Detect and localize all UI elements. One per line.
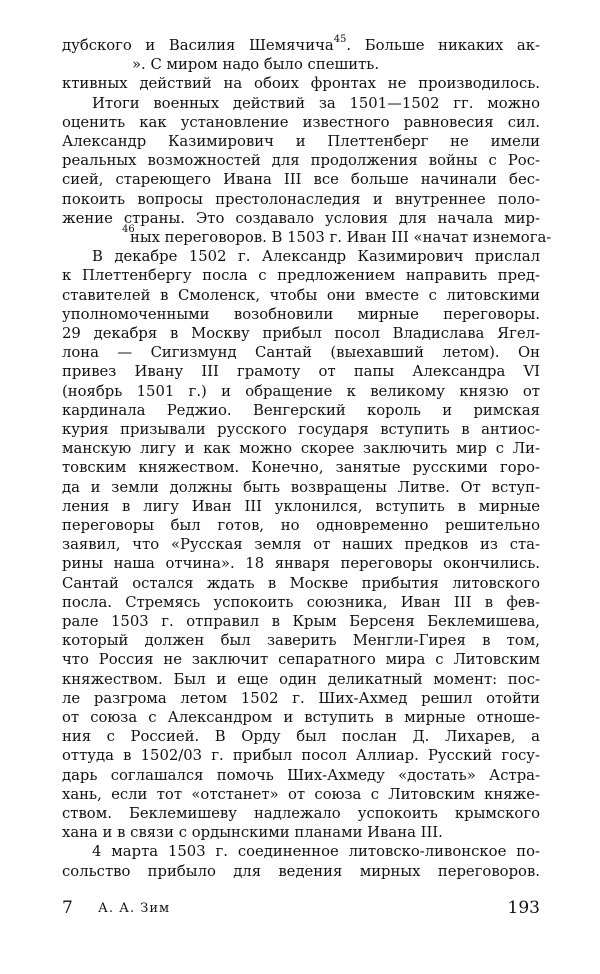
- text-line: да и земли должны быть возвращены Литве. От вступ-: [62, 478, 540, 496]
- text-line: уполномоченными возобновили мирные переговоры.: [62, 305, 540, 323]
- text-line: товским княжеством. Конечно, занятые русскими горо-: [62, 459, 540, 477]
- text-line: ле разгрома летом 1502 г. Ших-Ахмед решил отойти: [62, 689, 540, 707]
- text-line: оттуда в 1502/03 г. прибыл посол Аллиар. Русский госу-: [62, 747, 540, 765]
- text-line: лона — Сигизмунд Сантай (выехавший летом). Он: [62, 344, 540, 362]
- signature-number: 7: [62, 898, 73, 918]
- paragraph-start: Итоги военных действий за 1501—1502 гг. можно: [92, 94, 540, 112]
- paragraph-start: 4 марта 1503 г. соединенное литовско-ливонское по-: [92, 843, 540, 861]
- text-line: жение страны. Это создавало условия для начала мир-: [62, 209, 540, 227]
- text-line: ктивных действий на обоих фронтах не производилось.: [62, 75, 540, 93]
- text-line: дубского и Василия Шемячича$^{45}$. Больше никаких ак-: [62, 34, 541, 54]
- text-line: ставителей в Смоленск, чтобы они вместе с литовскими: [62, 286, 540, 304]
- text-line: к Плеттенбергу посла с предложением направить пред-: [62, 267, 540, 285]
- page-number: 193: [507, 898, 540, 918]
- text-line: рины наша отчина». 18 января переговоры окончились.: [62, 555, 540, 573]
- text-line: хань, если тот «отстанет» от союза с Литовским княже-: [62, 785, 540, 803]
- text-line: ных переговоров. В 1503 г. Иван III «начат изнемога-: [130, 229, 552, 246]
- footnote-ref: 45: [333, 34, 347, 45]
- text-line: который должен был заверить Менгли-Гирея в том,: [62, 632, 540, 650]
- text-line: переговоры был готов, но одновременно решительно: [62, 517, 540, 534]
- signature-author: А. А. Зим: [98, 901, 171, 916]
- paragraph-start: В декабре 1502 г. Александр Казимирович прислал: [92, 248, 540, 266]
- text-line: привез Ивану III грамоту от папы Александра VI: [62, 363, 540, 381]
- text-line: ния с Россией. В Орду был послан Д. Лихарев, а: [62, 728, 540, 746]
- text-line: дарь соглашался помочь Ших-Ахмеду «достать» Астра-: [62, 766, 540, 784]
- text-line: манскую лигу и как можно скорее заключить мир с Ли-: [62, 440, 540, 458]
- text-line: оценить как установление известного равновесия сил.: [62, 113, 540, 131]
- text-line: ством. Беклемишеву надлежало успокоить крымского: [62, 805, 540, 822]
- text-line: ления в лигу Иван III уклонился, вступить в мирные: [62, 497, 540, 515]
- page-footer: [62, 896, 540, 920]
- text-line: курия призывали русского государя вступить в антиос-: [62, 421, 540, 438]
- text-line: заявил, что «Русская земля от наших предков из ста-: [62, 536, 540, 554]
- text-line: Александр Казимирович и Плеттенберг не имели: [62, 133, 540, 150]
- text-line: покоить вопросы престолонаследия и внутреннее поло-: [62, 190, 540, 208]
- text-line: сией, стареющего Ивана III все больше начинали бес-: [62, 171, 540, 189]
- book-page: дубского и Василия Шемячича$^{45}$. Больше никаких ак- ктивных действий на обоих фронтах не производилось. Итоги военных действий за 1501—1502 гг. можно оценить как установление известного равновесия сил. Александр Казимирович и Плеттенберг не имели реальных возможностей для продолжения войны с Рос- сией, стареющего Ивана III все больше начинали бес- покоить вопросы престолонаследия и внутреннее поло- жение страны. Это создавало условия для начала мир- ных переговоров. В 1503 г. Иван III «начат изнемога- ». С миром надо было спешить. 46 В декабре 1502 г. Александр Казимирович прислал к Плеттенбергу посла с предложением направить пред- ставителей в Смоленск, чтобы они вместе с литовскими уполномоченными возобновили мирные переговоры. 29 декабря в Москву прибыл посол Владислава Ягел- лона — Сигизмунд Сантай (выехавший летом). Он привез Ивану III грамоту от папы Александра VI (ноябрь 1501 г.) и обращение к великому князю от кардинала Реджио. Венгерский король и римская курия призывали русского государя вступить в антиос- манскую лигу и как можно скорее заключить мир с Ли- товским княжеством. Конечно, занятые русскими горо- да и земли должны быть возвращены Литве. От вступ- ления в лигу Иван III уклонился, вступить в мирные переговоры был готов, но одновременно решительно заявил, что «Русская земля от наших предков из ста- рины наша отчина». 18 января переговоры окончились. Сантай остался ждать в Москве прибытия литовского посла. Стремясь успокоить союзника, Иван III в фев- рале 1503 г. отправил в Крым Берсеня Беклемишева, который должен был заверить Менгли-Гирея в том, что Россия не заключит сепаратного мира с Литовским княжеством. Был и еще один деликатный момент: пос- ле разгрома летом 1502 г. Ших-Ахмед решил отойти от союза с Александром и вступить в мирные отноше- ния с Россией. В Орду был послан Д. Лихарев, а оттуда в 1502/03 г. прибыл посол Аллиар. Русский госу- дарь соглашался помочь Ших-Ахмеду «достать» Астра- хань, если тот «отстанет» от союза с Литовским княже- ством. Беклемишеву надлежало успокоить крымского хана и в связи с ордынскими планами Ивана III. 4 марта 1503 г. соединенное литовско-ливонское по- сольство прибыло для ведения мирных переговоров. 7 А. А. Зим 193: [0, 0, 600, 974]
- text-line: реальных возможностей для продолжения войны с Рос-: [62, 152, 540, 170]
- text-line: (ноябрь 1501 г.) и обращение к великому князю от: [62, 382, 540, 400]
- text-line: Сантай остался ждать в Москве прибытия литовского: [62, 574, 540, 592]
- text-line: посла. Стремясь успокоить союзника, Иван III в фев-: [62, 593, 540, 611]
- text-line: кардинала Реджио. Венгерский король и римская: [62, 401, 540, 419]
- text-line: ». С миром надо было спешить.: [132, 56, 380, 74]
- text-line: княжеством. Был и еще один деликатный момент: пос-: [62, 670, 540, 688]
- text-line: рале 1503 г. отправил в Крым Берсеня Беклемишева,: [62, 613, 540, 630]
- text-line: 29 декабря в Москву прибыл посол Владислава Ягел-: [62, 325, 540, 342]
- text-line: хана и в связи с ордынскими планами Ивана III.: [62, 824, 443, 842]
- text-line: что Россия не заключит сепаратного мира с Литовским: [62, 651, 540, 669]
- text-line: сольство прибыло для ведения мирных переговоров.: [62, 862, 540, 880]
- text-line: от союза с Александром и вступить в мирные отноше-: [62, 709, 540, 726]
